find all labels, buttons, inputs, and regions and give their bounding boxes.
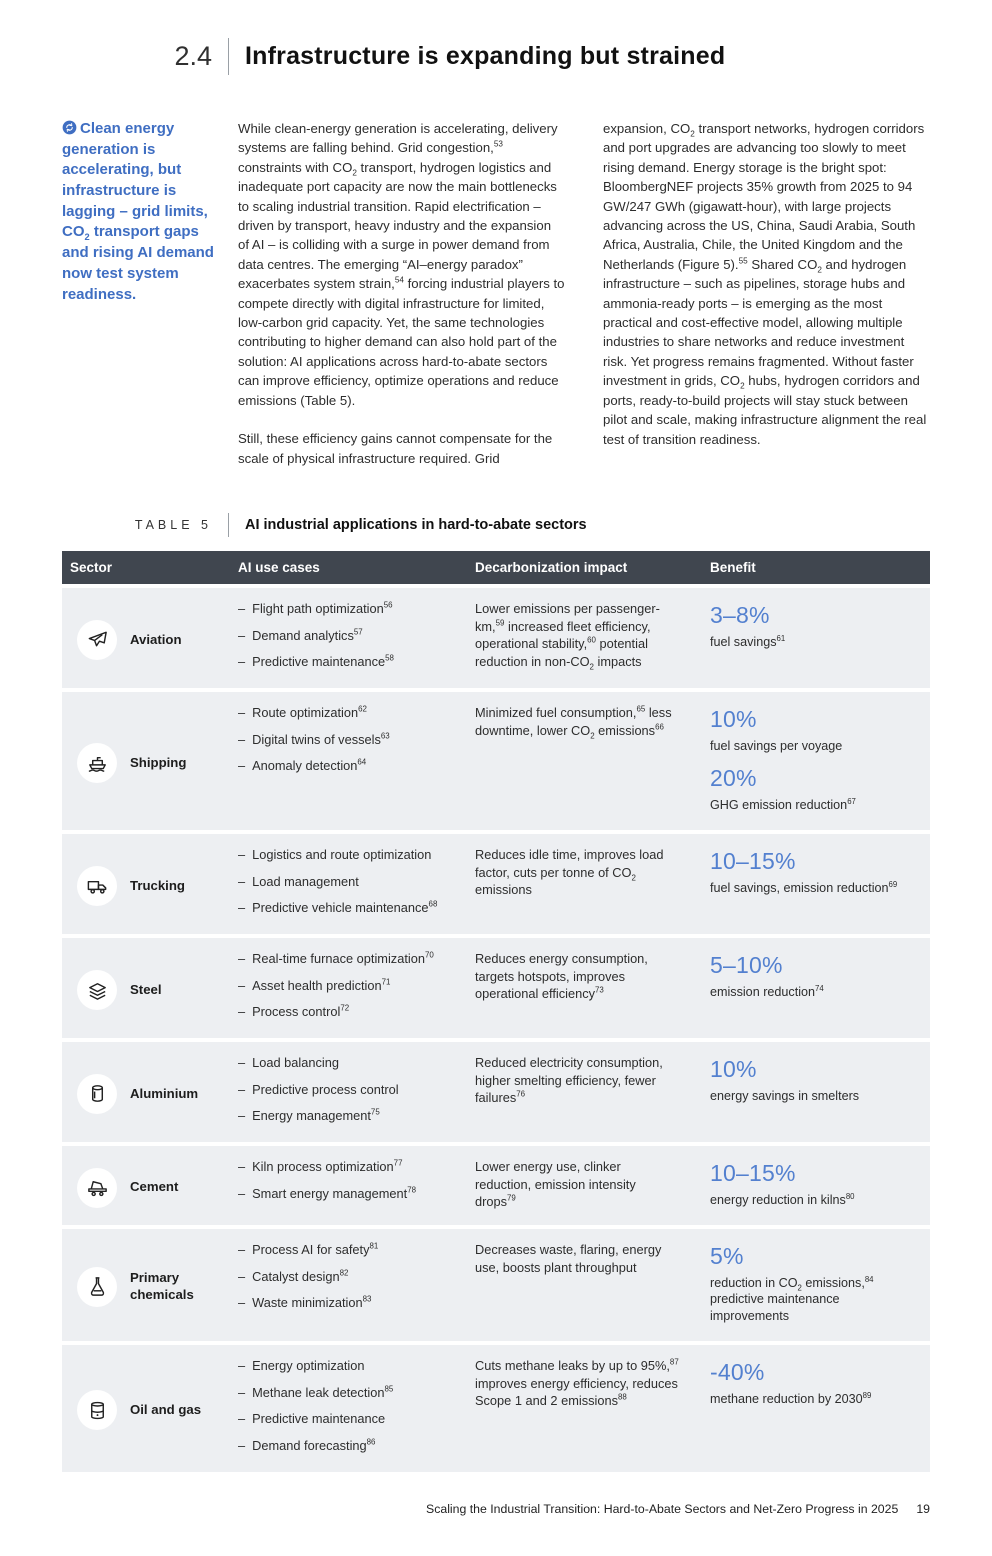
dash-bullet: – <box>238 1437 246 1453</box>
dash-bullet: – <box>238 977 246 993</box>
benefit-item <box>710 950 916 1000</box>
table-label: TABLE 5 <box>134 517 212 532</box>
callout-text: Clean energy generation is accelerating, but infrastructure is lagging – grid limits, $CO_2$ transport gaps and rising AI demand now test system readiness. <box>62 120 214 303</box>
use-case-item: – Load balancing <box>238 1055 339 1070</box>
use-case-item: – Demand forecasting$^{86}$ <box>238 1437 376 1453</box>
impact-cell: Lower energy use, clinker reduction, emission intensity drops$^{79}$ <box>475 1158 636 1210</box>
use-case-item: – Asset health prediction$^{71}$ <box>238 977 391 993</box>
callout-badge-icon <box>62 120 77 135</box>
sector-name: Aviation <box>130 631 182 647</box>
use-cases-cell <box>230 1229 467 1341</box>
sector-cell-primary-chemicals <box>62 1229 230 1341</box>
use-cases-cell <box>230 692 467 830</box>
use-cases-cell <box>230 1345 467 1472</box>
impact-cell: Reduces energy consumption, targets hotspots, improves operational efficiency$^{73}$ <box>475 951 648 1002</box>
use-case-item: – Kiln process optimization$^{77}$ <box>238 1158 403 1174</box>
footer-text: Scaling the Industrial Transition: Hard-to-Abate Sectors and Net-Zero Progress in 2025 <box>426 1501 899 1516</box>
use-case-item: – Predictive maintenance <box>238 1411 386 1427</box>
impact-cell: Reduces idle time, improves load factor, cuts per tonne of $CO_2$ emissions <box>475 847 664 898</box>
benefit-cell <box>702 1146 930 1225</box>
sector-cell-aluminium <box>62 1042 230 1142</box>
page-number: 19 <box>916 1501 930 1516</box>
dash-bullet: – <box>238 1004 246 1020</box>
oil-gas-icon <box>77 1390 117 1430</box>
use-cases-cell <box>230 588 467 688</box>
table-row-trucking <box>62 834 930 934</box>
ai-applications-table <box>62 551 930 1472</box>
use-case-item: – Logistics and route optimization <box>238 847 432 863</box>
aluminium-icon <box>77 1074 117 1114</box>
title-divider <box>228 38 930 75</box>
benefit-value: 10–15% <box>710 848 796 875</box>
table-title: AI industrial applications in hard-to-abate sectors <box>245 516 587 533</box>
use-case-item: – Load management <box>238 873 359 889</box>
body-column-1 <box>238 119 565 487</box>
dash-bullet: – <box>238 1055 246 1070</box>
section-header <box>62 38 930 75</box>
use-case-item: – Predictive vehicle maintenance$^{68}$ <box>238 900 438 916</box>
benefit-cell <box>702 692 930 830</box>
use-case-item: – Energy management$^{75}$ <box>238 1108 380 1124</box>
sector-name: Aluminium <box>130 1085 199 1101</box>
page-footer <box>426 1502 930 1516</box>
dash-bullet: – <box>238 654 246 670</box>
benefit-value: 10% <box>710 1056 757 1082</box>
table-caption <box>62 513 930 537</box>
impact-cell: Cuts methane leaks by up to 95%,$^{87}$ improves energy efficiency, reduces Scope 1 and 2 emissions$^{88}$ <box>475 1357 679 1409</box>
benefit-value: 5% <box>710 1243 744 1270</box>
sector-name: Shipping <box>130 754 187 770</box>
dash-bullet: – <box>238 731 246 747</box>
sector-name: Trucking <box>130 877 185 893</box>
benefit-value: 10% <box>710 705 757 732</box>
benefit-caption: fuel savings$^{61}$ <box>710 633 786 649</box>
dash-bullet: – <box>238 1295 246 1311</box>
impact-cell: Minimized fuel consumption,$^{65}$ less downtime, lower $CO_2$ emissions$^{66}$ <box>475 704 672 741</box>
page-title: Infrastructure is expanding but strained <box>245 42 726 70</box>
use-cases-cell <box>230 938 467 1038</box>
sector-name: Steel <box>130 981 162 997</box>
section-number: 2.4 <box>174 41 212 71</box>
use-case-item: – Energy optimization <box>238 1357 365 1373</box>
benefit-cell <box>702 1229 930 1341</box>
use-cases-cell <box>230 1042 467 1142</box>
benefit-caption: methane reduction by 2030$^{89}$ <box>710 1390 872 1406</box>
benefit-cell <box>702 588 930 688</box>
benefit-item <box>710 1158 916 1208</box>
table-row-cement <box>62 1146 930 1225</box>
body-columns <box>238 119 930 487</box>
benefit-caption: energy reduction in kilns$^{80}$ <box>710 1191 855 1207</box>
use-case-item: – Process control$^{72}$ <box>238 1004 350 1020</box>
dash-bullet: – <box>238 900 246 916</box>
dash-bullet: – <box>238 1411 246 1427</box>
cement-icon <box>77 1168 117 1208</box>
column-header-sector: Sector <box>70 559 113 575</box>
table-row-steel <box>62 938 930 1038</box>
benefit-cell <box>702 938 930 1038</box>
sector-cell-aviation <box>62 588 230 688</box>
benefit-value: -40% <box>710 1358 765 1385</box>
use-case-item: – Waste minimization$^{83}$ <box>238 1295 372 1311</box>
use-case-item: – Methane leak detection$^{85}$ <box>238 1384 394 1400</box>
benefit-item <box>710 1357 916 1407</box>
sector-name: Primary chemicals <box>130 1270 194 1302</box>
sector-name: Cement <box>130 1179 179 1195</box>
benefit-caption: fuel savings per voyage <box>710 738 843 753</box>
dash-bullet: – <box>238 1108 246 1124</box>
caption-divider <box>228 513 930 537</box>
column-header-benefit: Benefit <box>710 559 756 575</box>
benefit-item <box>710 704 916 754</box>
dash-bullet: – <box>238 1384 246 1400</box>
use-case-item: – Flight path optimization$^{56}$ <box>238 600 393 616</box>
dash-bullet: – <box>238 627 246 643</box>
benefit-caption: fuel savings, emission reduction$^{69}$ <box>710 879 898 895</box>
table-row-aluminium <box>62 1042 930 1142</box>
use-case-item: – Catalyst design$^{82}$ <box>238 1268 349 1284</box>
benefit-item <box>710 600 916 650</box>
use-case-item: – Smart energy management$^{78}$ <box>238 1185 416 1201</box>
intro-section <box>62 119 930 487</box>
dash-bullet: – <box>238 847 246 863</box>
benefit-value: 20% <box>710 764 757 791</box>
impact-cell: Decreases waste, flaring, energy use, boosts plant throughput <box>475 1242 662 1275</box>
benefit-item <box>710 846 916 896</box>
table-row-oil-and-gas <box>62 1345 930 1472</box>
benefit-caption: GHG emission reduction$^{67}$ <box>710 796 856 812</box>
benefit-value: 5–10% <box>710 952 783 979</box>
body-paragraph: Still, these efficiency gains cannot compensate for the scale of physical infrastructure required. Grid <box>238 431 553 466</box>
table-row-aviation <box>62 588 930 688</box>
impact-cell: Lower emissions per passenger-km,$^{59}$ increased fleet efficiency, operational stability,$^{60}$ potential reduction in non-$CO_2$ impacts <box>475 600 660 672</box>
shipping-icon <box>77 743 117 783</box>
use-case-item: – Digital twins of vessels$^{63}$ <box>238 731 390 747</box>
dash-bullet: – <box>238 1185 246 1201</box>
use-case-item: – Route optimization$^{62}$ <box>238 704 367 720</box>
benefit-item <box>710 1241 916 1324</box>
body-column-2 <box>603 119 930 487</box>
aviation-icon <box>77 620 117 660</box>
trucking-icon <box>77 866 117 906</box>
benefit-caption: emission reduction$^{74}$ <box>710 983 824 999</box>
table-row-shipping <box>62 692 930 830</box>
table-header-row <box>62 551 930 584</box>
sector-name: Oil and gas <box>130 1401 202 1417</box>
use-case-item: – Anomaly detection$^{64}$ <box>238 757 367 774</box>
use-cases-cell <box>230 834 467 934</box>
benefit-value: 3–8% <box>710 601 770 628</box>
benefit-cell <box>702 1345 930 1472</box>
sector-cell-trucking <box>62 834 230 934</box>
dash-bullet: – <box>238 600 246 616</box>
dash-bullet: – <box>238 873 246 889</box>
dash-bullet: – <box>238 704 246 720</box>
use-case-item: – Demand analytics$^{57}$ <box>238 627 363 643</box>
benefit-item <box>710 1054 916 1104</box>
body-paragraph: expansion, $CO_2$ transport networks, hydrogen corridors and port upgrades are advancing too slowly to meet rising demand. Energy storage is the bright spot: BloombergNEF projects 35% growth from 2025 to 94 GW/247 GWh (gigawatt-hour), with large projects advancing across the US, China, Saudi Arabia, South Africa, Australia, Chile, the United Kingdom and the Netherlands (Figure 5).$^{55}$ Shared $CO_2$ and hydrogen infrastructure – such as pipelines, storage hubs and ammonia-ready ports – is emerging as the most practical and cost-effective model, allowing multiple industries to share networks and reduce investment risk. Yet progress remains fragmented. Without faster investment in grids, $CO_2$ hubs, hydrogen corridors and ports, ready-to-build projects will stay stuck between pilot and scale, making infrastructure alignment the real test of transition readiness. <box>603 121 927 447</box>
steel-icon <box>77 970 117 1010</box>
sector-cell-oil-and-gas <box>62 1345 230 1472</box>
chemicals-icon <box>77 1267 117 1307</box>
dash-bullet: – <box>238 758 246 774</box>
column-header-impact: Decarbonization impact <box>475 559 628 575</box>
impact-cell: Reduced electricity consumption, higher smelting efficiency, fewer failures$^{76}$ <box>475 1055 663 1106</box>
sector-cell-shipping <box>62 692 230 830</box>
use-cases-cell <box>230 1146 467 1225</box>
use-case-item: – Process AI for safety$^{81}$ <box>238 1241 379 1258</box>
benefit-caption: reduction in $CO_2$ emissions,$^{84}$ predictive maintenance improvements <box>710 1274 874 1323</box>
dash-bullet: – <box>238 1268 246 1284</box>
body-paragraph: While clean-energy generation is accelerating, delivery systems are falling behind. Grid congestion,$^{53}$ constraints with $CO_2$ transport, hydrogen logistics and inadequate port capacity are now the main bottlenecks to scaling industrial transition. Rapid electrification – driven by transport, heavy industry and the expansion of AI – is colliding with a surge in power demand from data centres. The emerging “AI–energy paradox” exacerbates system strain,$^{54}$ forcing industrial players to compete directly with digital infrastructure for limited, low-carbon grid capacity. Yet, the same technologies contributing to higher demand can also hold part of the solution: AI applications across hard-to-abate sectors can improve efficiency, optimize operations and reduce emissions (Table 5). <box>238 121 565 408</box>
benefit-cell <box>702 834 930 934</box>
margin-callout <box>62 119 238 487</box>
sector-cell-steel <box>62 938 230 1038</box>
use-case-item: – Predictive process control <box>238 1081 399 1097</box>
use-case-item: – Real-time furnace optimization$^{70}$ <box>238 950 434 967</box>
sector-cell-cement <box>62 1146 230 1225</box>
benefit-item <box>710 763 916 813</box>
dash-bullet: – <box>238 1081 246 1097</box>
benefit-caption: energy savings in smelters <box>710 1088 860 1103</box>
dash-bullet: – <box>238 951 246 967</box>
use-case-item: – Predictive maintenance$^{58}$ <box>238 653 394 670</box>
benefit-cell <box>702 1042 930 1142</box>
table-body <box>62 588 930 1472</box>
dash-bullet: – <box>238 1242 246 1258</box>
dash-bullet: – <box>238 1158 246 1174</box>
table-row-primary-chemicals <box>62 1229 930 1341</box>
column-header-use-cases: AI use cases <box>238 559 320 575</box>
dash-bullet: – <box>238 1357 246 1373</box>
benefit-value: 10–15% <box>710 1159 796 1186</box>
